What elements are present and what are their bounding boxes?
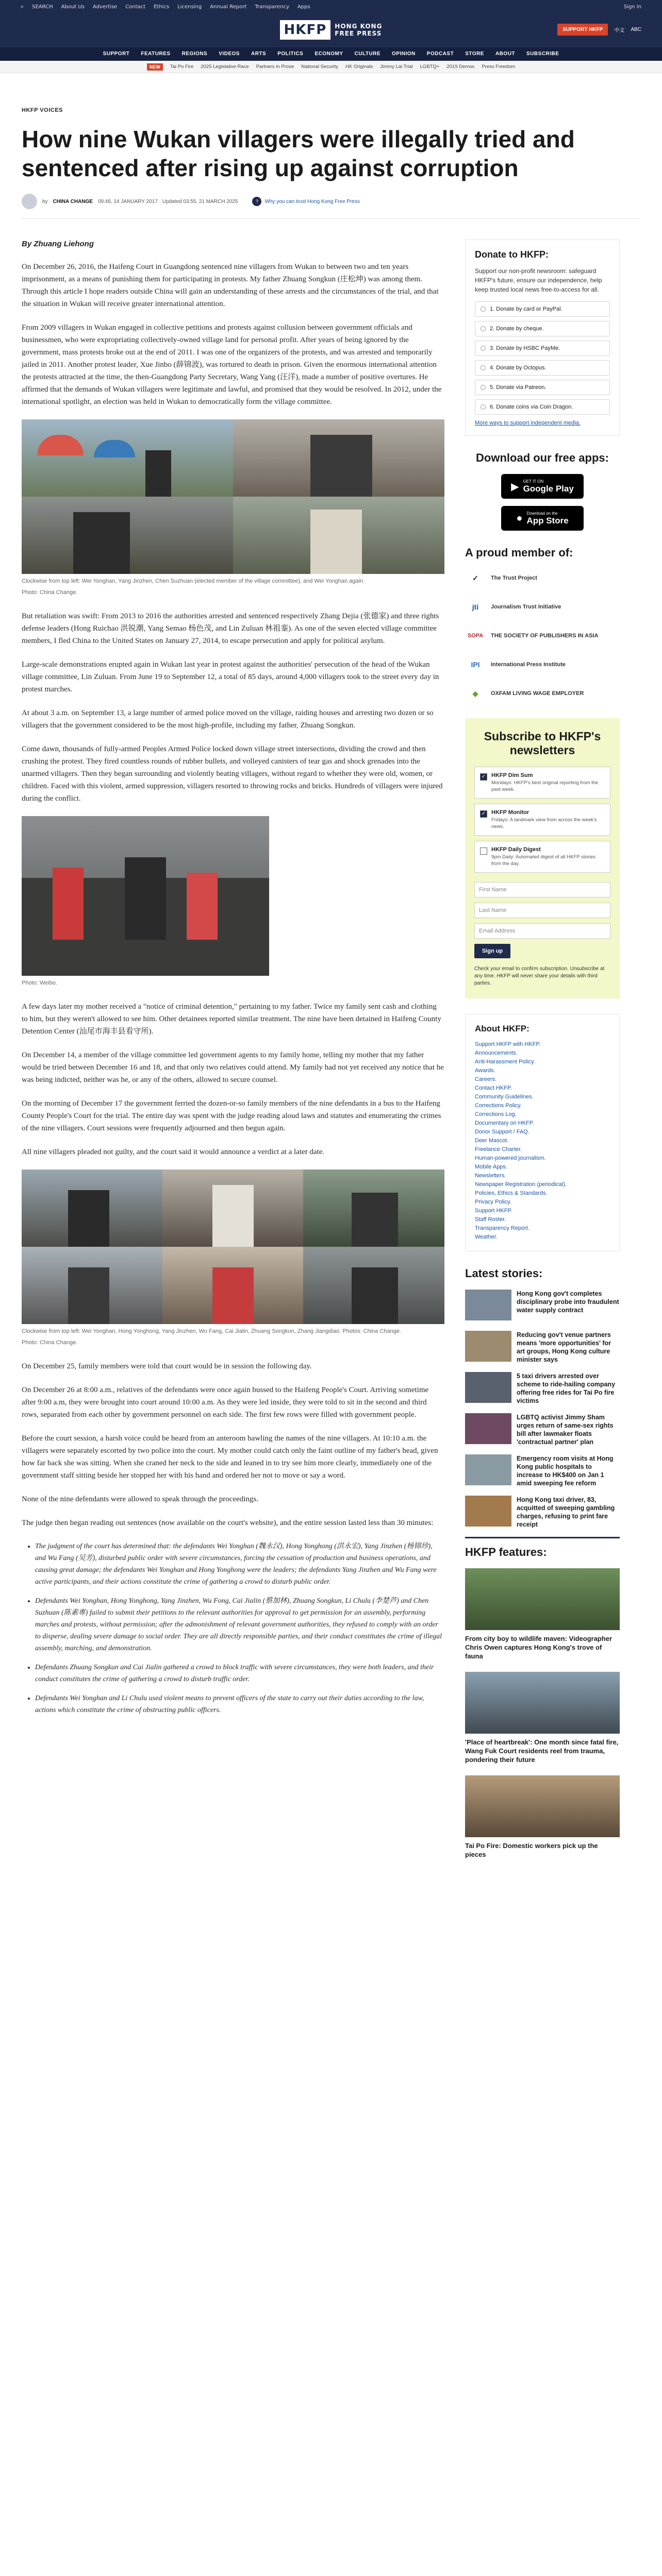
- story-title[interactable]: Hong Kong gov't completes disciplinary probe into fraudulent water supply contract: [517, 1290, 619, 1314]
- latest-title: Latest stories:: [465, 1267, 543, 1280]
- newsletter-option-title: HKFP Dim Sum: [491, 772, 533, 778]
- about-link[interactable]: Human-powered journalism.: [475, 1155, 546, 1161]
- avatar: [22, 194, 37, 209]
- about-title: About HKFP:: [475, 1024, 529, 1033]
- nav-support[interactable]: SUPPORT: [103, 51, 130, 57]
- feature-thumbnail: [465, 1568, 620, 1630]
- trending-label: NEW: [147, 63, 163, 71]
- feature-thumbnail: [465, 1775, 620, 1837]
- nav-economy[interactable]: ECONOMY: [315, 51, 343, 57]
- about-link[interactable]: Announcements.: [475, 1050, 518, 1056]
- newsletter-option[interactable]: [474, 767, 610, 799]
- donate-option[interactable]: [475, 360, 610, 376]
- donate-option[interactable]: [475, 341, 610, 356]
- topbar-signin[interactable]: Sign in: [623, 4, 641, 10]
- trending-bar: [0, 61, 662, 73]
- newsletter-title: Subscribe to HKFP's newsletters: [484, 730, 601, 757]
- trending-item[interactable]: 2019 Demos: [446, 64, 475, 70]
- story-thumbnail: [465, 1372, 511, 1403]
- member-name: Journalism Trust Initiative: [491, 603, 561, 610]
- nav-politics[interactable]: POLITICS: [277, 51, 304, 57]
- photo-credit: Photo: Weibo.: [22, 980, 57, 986]
- photo-collage-2: [22, 1170, 444, 1324]
- latest-story[interactable]: [465, 1454, 620, 1485]
- checkbox-icon[interactable]: [480, 848, 487, 855]
- donate-more-link[interactable]: More ways to support independent media.: [475, 420, 581, 426]
- features-title: HKFP features:: [465, 1546, 547, 1558]
- radio-icon: [481, 404, 486, 410]
- donate-box: [465, 240, 620, 436]
- nav-regions[interactable]: REGIONS: [181, 51, 208, 57]
- member-ipi[interactable]: [465, 655, 620, 674]
- trending-item[interactable]: Partners in Prose: [256, 64, 294, 70]
- logo-line1: HONG KONG: [335, 23, 383, 30]
- divider: [22, 218, 640, 219]
- nav-features[interactable]: FEATURES: [141, 51, 171, 57]
- ipi-logo: IPI: [471, 660, 480, 669]
- story-thumbnail: [465, 1331, 511, 1362]
- about-link[interactable]: Staff Roster.: [475, 1216, 506, 1223]
- member-oxfam[interactable]: [465, 684, 620, 703]
- trending-item[interactable]: HK Originals: [345, 64, 373, 70]
- donate-option-label: 1. Donate by card or PayPal.: [490, 306, 562, 312]
- about-link[interactable]: Corrections Policy.: [475, 1103, 522, 1109]
- story-title[interactable]: Reducing gov't venue partners means 'more opportunities' for art groups, Hong Kong culture minister says: [517, 1331, 611, 1363]
- paragraph: On December 26, 2016, the Haifeng Court in Guangdong sentenced nine villagers from Wukan to between two and ten years imprisonment, as a means of punishing them for participating in protests. My father Zhuang Songkun (庄松坤) was among them. Through this article I hope readers outside China will gain an understanding of these arrests and the circumstances of the trial, and that the situation in Wukan will receive greater international attention.: [22, 263, 439, 308]
- about-link[interactable]: Awards.: [475, 1067, 495, 1074]
- nav-subscribe[interactable]: SUBSCRIBE: [526, 51, 559, 57]
- checkbox-icon[interactable]: ✓: [480, 773, 487, 781]
- story-thumbnail: [465, 1290, 511, 1320]
- newsletter-option-title: HKFP Daily Digest: [491, 846, 541, 853]
- article-body: [22, 240, 444, 1870]
- about-link[interactable]: Support HKFP.: [475, 1208, 512, 1214]
- story-title[interactable]: Emergency room visits at Hong Kong public hospitals to increase to HK$400 on Jan 1 amid sweeping fee reform: [517, 1455, 614, 1487]
- lang-abc[interactable]: ABC: [631, 27, 641, 32]
- topbar-advertise[interactable]: Advertise: [92, 4, 118, 10]
- about-link[interactable]: Community Guidelines.: [475, 1094, 534, 1100]
- donate-option-label: 4. Donate by Octopus.: [490, 365, 547, 371]
- article-title: How nine Wukan villagers were illegally tried and sentenced after rising up against corruption: [22, 126, 575, 181]
- store-small: GET IT ON: [523, 479, 544, 484]
- brand-header: [0, 13, 662, 46]
- paragraph: Large-scale demonstrations erupted again in Wukan last year in protest against the authorities' persecution of the head of the Wukan village committee, Lin Zuluan. From June 19 to September 12, a total of 85 days, around 4,000 villagers took to the street every day in protest marches.: [22, 660, 439, 693]
- verdict-item: • Defendants Zhuang Songkun and Cai Jialin gathered a crowd to block traffic with severe circumstances, they were both leaders, and their conduct constitutes the crime of gathering a crowd to disturb traffic order.: [35, 1662, 444, 1685]
- photo-protest: [22, 816, 269, 976]
- donate-option[interactable]: [475, 301, 610, 317]
- radio-icon: [481, 346, 486, 351]
- nav-culture[interactable]: CULTURE: [354, 51, 381, 57]
- feature-title[interactable]: From city boy to wildlife maven: Videographer Chris Owen captures Hong Kong's trove of fauna: [465, 1635, 613, 1660]
- paragraph: On December 25, family members were told that court would be in session the following day.: [22, 1362, 312, 1370]
- nav-arts[interactable]: ARTS: [251, 51, 267, 57]
- story-title[interactable]: Hong Kong taxi driver, 83, acquitted of sweeping gambling charges, refusing to print fare receipt: [517, 1496, 615, 1528]
- paragraph: The judge then began reading out sentences (now available on the court's website), and the entire session lasted less than 30 minutes:: [22, 1519, 434, 1527]
- paragraph: From 2009 villagers in Wukan engaged in collective petitions and protests against collusion between government officials and businessmen, who were expropriating collectively-owned village land for personal profit. After years of being ignored by the government, mass protests broke out at the end of 2011. I was one of the organizers of the protests, and was arrested and temporarily jailed in 2011. Another protest leader, Xue Jinbo (薛锦波), was tortured to death in prison. Given the enormous international attention the protests attracted at the time, the then-Guangdong Party Secretary, Wang Yang (汪洋), made a number of positive overtures. He affirmed that the demands of Wukan villagers were legitimate and lawful, and promised that they would be resolved. In 2012, under the international spotlight, an election was held in Wukan to democratically form the village committee.: [22, 324, 442, 406]
- paragraph: Come dawn, thousands of fully-armed Peoples Armed Police locked down village street intersections, dividing the crowd and then crushing the protest. They fired countless rounds of rubber bullets, and volleyed canisters of tear gas and shock grenades into the unarmed villagers. Then they began surrounding and violently beating villagers, without regard to whether they were old, women, or children. Faced with this violent, armed suppression, villagers resorted to throwing rocks and bricks. Hundreds of villagers were injured during the conflict.: [22, 745, 443, 803]
- member-jti[interactable]: [465, 598, 620, 616]
- trending-item[interactable]: Jimmy Lai Trial: [380, 64, 413, 70]
- trust-icon: ?: [252, 197, 261, 206]
- nav-podcast[interactable]: PODCAST: [426, 51, 454, 57]
- latest-stories: [465, 1267, 620, 1527]
- topbar-search[interactable]: SEARCH: [32, 4, 53, 10]
- article-meta: [22, 194, 640, 209]
- donate-option-label: 6. Donate coins via Coin Dragon.: [490, 404, 573, 410]
- checkbox-icon[interactable]: ✓: [480, 810, 487, 818]
- newsletter-box: [465, 718, 620, 998]
- radio-icon: [481, 326, 486, 331]
- topbar-about[interactable]: About Us: [61, 4, 85, 10]
- about-link[interactable]: Donor Support / FAQ.: [475, 1129, 529, 1135]
- donate-option-label: 3. Donate by HSBC PayMe.: [490, 345, 560, 351]
- trending-item[interactable]: 2025 Legislative Race: [201, 64, 249, 70]
- first-name-field[interactable]: First Name: [474, 882, 610, 897]
- photo-caption: Clockwise from top left: Wei Yonghan, Hong Yonghong, Yang Jinzhen, Wu Fang, Cai Jialin, Zhuang Songkun, Zhang Jiangdiao. Photos: China Change.: [22, 1328, 402, 1334]
- latest-story[interactable]: [465, 1413, 620, 1444]
- feature-title[interactable]: Tai Po Fire: Domestic workers pick up the pieces: [465, 1842, 598, 1858]
- feature-thumbnail: [465, 1672, 620, 1734]
- member-name: THE SOCIETY OF PUBLISHERS IN ASIA: [491, 632, 599, 639]
- feature-story[interactable]: [465, 1672, 620, 1764]
- author: By Zhuang Liehong: [22, 240, 94, 248]
- feature-story[interactable]: [465, 1775, 620, 1859]
- trending-item[interactable]: Press Freedom: [482, 64, 516, 70]
- paragraph: All nine villagers pleaded not guilty, and the court said it would announce a verdict at a later date.: [22, 1148, 325, 1156]
- apple-icon: ●: [516, 512, 523, 524]
- store-big: Google Play: [523, 483, 574, 494]
- oxfam-logo: ◆: [472, 689, 478, 698]
- about-link[interactable]: Weather.: [475, 1234, 498, 1240]
- about-link[interactable]: Transparency Report.: [475, 1225, 529, 1231]
- about-link[interactable]: Privacy Policy.: [475, 1199, 511, 1205]
- about-link[interactable]: Careers.: [475, 1076, 497, 1082]
- features-section: [465, 1537, 620, 1859]
- about-box: [465, 1014, 620, 1251]
- donate-option[interactable]: [475, 399, 610, 415]
- trust-project-logo: ✓: [472, 573, 478, 582]
- member-name: OXFAM LIVING WAGE EMPLOYER: [491, 690, 584, 697]
- paragraph: On December 26 at 8:00 a.m., relatives of the defendants were once again bussed to the Haifeng People's Court. Arriving sometime after 9:00 a.m, they were brought into court around 10:00 a.m. As they were led inside, they were told to sit in the second and third rows, separated from each other by government personnel on each side. The first few rows were filled with government people.: [22, 1386, 429, 1419]
- utility-bar: [0, 0, 662, 13]
- byline-outlet[interactable]: CHINA CHANGE: [53, 198, 93, 205]
- photo-collage-1: [22, 419, 444, 574]
- radio-icon: [481, 385, 486, 390]
- radio-icon: [481, 307, 486, 312]
- member-sopa[interactable]: [465, 626, 620, 645]
- donate-option-label: 2. Donate by cheque.: [490, 326, 544, 332]
- photo-credit: Photo: China Change.: [22, 1340, 78, 1346]
- donate-option[interactable]: [475, 380, 610, 395]
- verdict-item: • The judgment of the court has determined that: the defendants Wei Yonghan (魏永汉), Hong Yonghong (洪永宏), Yang Jinzhen (杨锦珍), and Wu Fang (吴芳), disturbed public order with severe circumstances, forcing the cessation of production and business operations, and causing great damage; the defendants Wei Yonghan and Hong Yonghong were the leaders; the defendants Yang Jinzhen and Wu Fang were active participants, and their actions constitute the crime of gathering a crowd to disturb public order.: [35, 1540, 444, 1588]
- google-play-button[interactable]: [501, 474, 584, 499]
- search-icon[interactable]: ⌕: [21, 3, 24, 10]
- about-link[interactable]: Documentary on HKFP.: [475, 1120, 534, 1126]
- donate-option[interactable]: [475, 321, 610, 336]
- topbar-transparency[interactable]: Transparency: [255, 4, 289, 10]
- about-link[interactable]: Corrections Log.: [475, 1111, 517, 1117]
- site-logo[interactable]: [280, 20, 383, 40]
- verdict-item: • Defendants Wei Yonghan and Li Chulu used violent means to prevent officers of the state to carry out their duties according to the law, actions which constitute the crime of obstructing public officers.: [35, 1692, 444, 1716]
- support-button[interactable]: SUPPORT HKFP: [557, 24, 608, 36]
- photo-caption: Clockwise from top left: Wei Yonghan, Yang Jinzhen, Chen Suzhuan (elected member of the village committee), and Wei Yonghan again.: [22, 578, 365, 584]
- page-container: [22, 73, 640, 1870]
- feature-title[interactable]: 'Place of heartbreak': One month since fatal fire, Wang Fuk Court residents reel from trauma, pondering their future: [465, 1738, 619, 1764]
- feature-story[interactable]: [465, 1568, 620, 1660]
- donate-title: Donate to HKFP:: [475, 249, 549, 260]
- about-link[interactable]: Deer Mascot.: [475, 1138, 509, 1144]
- logo-mark: HKFP: [280, 20, 331, 40]
- newsletter-option-desc: 9pm Daily: Automated digest of all HKFP stories from the day.: [491, 854, 596, 867]
- paragraph: But retaliation was swift: From 2013 to 2016 the authorities arrested and sentenced respectively Zhang Dejia (张德家) and three rights defense leaders (Hong Ruichao 洪锐潮, Yang Semao 杨色茂, and Lin Zuluan 林祖銮). As one of the seven elected village committee members, I fled China to the United States on January 27, 2014, to escape persecution and apply for political asylum.: [22, 612, 439, 645]
- paragraph: On December 14, a member of the village committee led government agents to my family home, telling my mother that my father would be tried between December 16 and 18, and that only two relatives could attend. My family had not yet received any notice that he was being indicted, neither was he, or any of the others, allowed to secure counsel.: [22, 1051, 444, 1084]
- trending-item[interactable]: Tai Po Fire: [170, 64, 194, 70]
- verdict-item: • Defendants Wei Yonghan, Hong Yonghong, Yang Jinzhen, Wu Fong, Cai Jialin (蔡加林), Zhuang Songkun, Li Chulu (李楚芦) and Chen Suzhuan (陈素專) failed to submit their petitions to the relevant authorities for approval to get permission for an assembly, performing marches and protests, without permission; after the admonishment of relevant government authorities, they refused to comply with an order to disperse, dealing severe damage to social order. They are all directly responsible parties, and their conduct constitutes the crime of illegal assembly, marching, and demonstration.: [35, 1595, 444, 1654]
- app-store-button[interactable]: [501, 506, 584, 531]
- apps-title: Download our free apps:: [476, 451, 609, 464]
- logo-line2: FREE PRESS: [335, 30, 382, 37]
- nav-store[interactable]: STORE: [465, 51, 484, 57]
- member-name: The Trust Project: [491, 574, 537, 581]
- paragraph: On the morning of December 17 the government ferried the dozen-or-so family members of the nine defendants in a bus to the Haifeng County People's Court for the trial. The entire day was spent with the judge reading aloud laws and statutes and enumerating the crimes of the nine villagers. Court sessions were frequently adjourned and then begun again.: [22, 1099, 441, 1132]
- latest-story[interactable]: [465, 1290, 620, 1320]
- story-thumbnail: [465, 1454, 511, 1485]
- story-title[interactable]: LGBTQ activist Jimmy Sham urges return of same-sex rights bill after lawmaker floats 'contractual partner' plan: [517, 1414, 614, 1446]
- about-link[interactable]: Freelance Charter.: [475, 1146, 522, 1153]
- signup-button[interactable]: Sign up: [474, 944, 510, 958]
- topbar-annual-report[interactable]: Annual Report: [210, 4, 247, 10]
- story-thumbnail: [465, 1496, 511, 1527]
- radio-icon: [481, 365, 486, 370]
- nav-opinion[interactable]: OPINION: [392, 51, 416, 57]
- article-dates: 09:46, 14 JANUARY 2017 · Updated 03:55, 21 MARCH 2025: [97, 198, 238, 205]
- trust-link-text[interactable]: Why you can trust Hong Kong Free Press: [264, 198, 360, 205]
- donate-text: Support our non-profit newsroom: safeguard HKFP's future, ensure our independence, help keep trusted local news free-to-access for all.: [475, 267, 602, 293]
- lang-chinese[interactable]: 中文: [614, 28, 625, 33]
- sidebar: [465, 240, 620, 1870]
- article-category[interactable]: HKFP VOICES: [22, 107, 63, 113]
- sopa-logo: SOPA: [467, 633, 484, 639]
- topbar-licensing[interactable]: Licensing: [177, 4, 202, 10]
- paragraph: At about 3 a.m. on September 13, a large number of armed police moved on the village, raiding houses and arresting two dozen or so villagers that the government considered to be the most high-profile, including my father, Zhuang Songkun.: [22, 709, 434, 730]
- paragraph: Before the court session, a harsh voice could be heard from an anteroom bawling the names of the nine villagers. At 10:10 a.m. the villagers were separately escorted by two police into the court. My mother could catch only the faint outline of my father's head, given how far back she was sitting. When she craned her neck to the side and leaned in to try see him more clearly, immediately one of the government staff sitting beside her stopped her with his hand and ordered her not to move or say a word.: [22, 1434, 438, 1480]
- nav-about[interactable]: ABOUT: [495, 51, 516, 57]
- member-name: International Press Institute: [491, 661, 566, 668]
- story-title[interactable]: 5 taxi drivers arrested over scheme to ride-hailing company offering free rides for Tai Po fire victims: [517, 1372, 616, 1404]
- member-title: A proud member of:: [465, 546, 573, 559]
- about-link[interactable]: Policies, Ethics & Standards.: [475, 1190, 548, 1196]
- store-small: Download on the: [526, 511, 558, 516]
- about-link[interactable]: Support HKFP with HKFP.: [475, 1041, 541, 1047]
- about-link[interactable]: Newspaper Registration (periodical).: [475, 1181, 567, 1188]
- nav-videos[interactable]: VIDEOS: [219, 51, 240, 57]
- paragraph: None of the nine defendants were allowed to speak through the proceedings.: [22, 1495, 259, 1503]
- paragraph: A few days later my mother received a "notice of criminal detention," pertaining to my father. Twice my family sent cash and clothing to him, but they weren't allowed to see him. Other detainees reported similar treatment. The nine have been detained in Haifeng County Detention Center (汕尾市海丰县看守所).: [22, 1003, 441, 1036]
- photo-credit: Photo: China Change.: [22, 589, 78, 596]
- trending-item[interactable]: National Security: [301, 64, 338, 70]
- trust-link[interactable]: [252, 197, 360, 206]
- about-link[interactable]: Contact HKFP.: [475, 1085, 512, 1091]
- donate-option-label: 5. Donate via Patreon.: [490, 384, 547, 391]
- latest-story[interactable]: [465, 1331, 620, 1362]
- newsletter-option-desc: Fridays: A landmark view from across the week's news.: [491, 817, 597, 829]
- topbar-contact[interactable]: Contact: [125, 4, 146, 10]
- topbar-apps[interactable]: Apps: [297, 4, 310, 10]
- trending-item[interactable]: LGBTQ+: [420, 64, 440, 70]
- newsletter-option-desc: Mondays: HKFP's best original reporting from the past week.: [491, 780, 599, 792]
- newsletter-note: Check your email to confirm subscription. Unsubscribe at any time. HKFP will never share your details with third parties.: [474, 966, 605, 986]
- newsletter-option[interactable]: [474, 841, 610, 873]
- byline-label: by: [42, 198, 48, 205]
- latest-story[interactable]: [465, 1496, 620, 1527]
- main-nav: [0, 46, 662, 61]
- about-link[interactable]: Mobile Apps.: [475, 1164, 507, 1170]
- play-icon: ▶: [511, 481, 519, 493]
- about-link[interactable]: Anti-Harassment Policy.: [475, 1059, 535, 1065]
- story-thumbnail: [465, 1413, 511, 1444]
- newsletter-option[interactable]: [474, 804, 610, 836]
- email-field[interactable]: Email Address: [474, 923, 610, 939]
- newsletter-option-title: HKFP Monitor: [491, 809, 529, 816]
- about-link[interactable]: Newsletters.: [475, 1173, 506, 1179]
- latest-story[interactable]: [465, 1372, 620, 1403]
- jti-logo: jti: [472, 603, 479, 611]
- member-trust-project[interactable]: [465, 569, 620, 587]
- topbar-ethics[interactable]: Ethics: [154, 4, 170, 10]
- store-big: App Store: [526, 515, 569, 526]
- last-name-field[interactable]: Last Name: [474, 903, 610, 918]
- verdict-list: [35, 1540, 444, 1716]
